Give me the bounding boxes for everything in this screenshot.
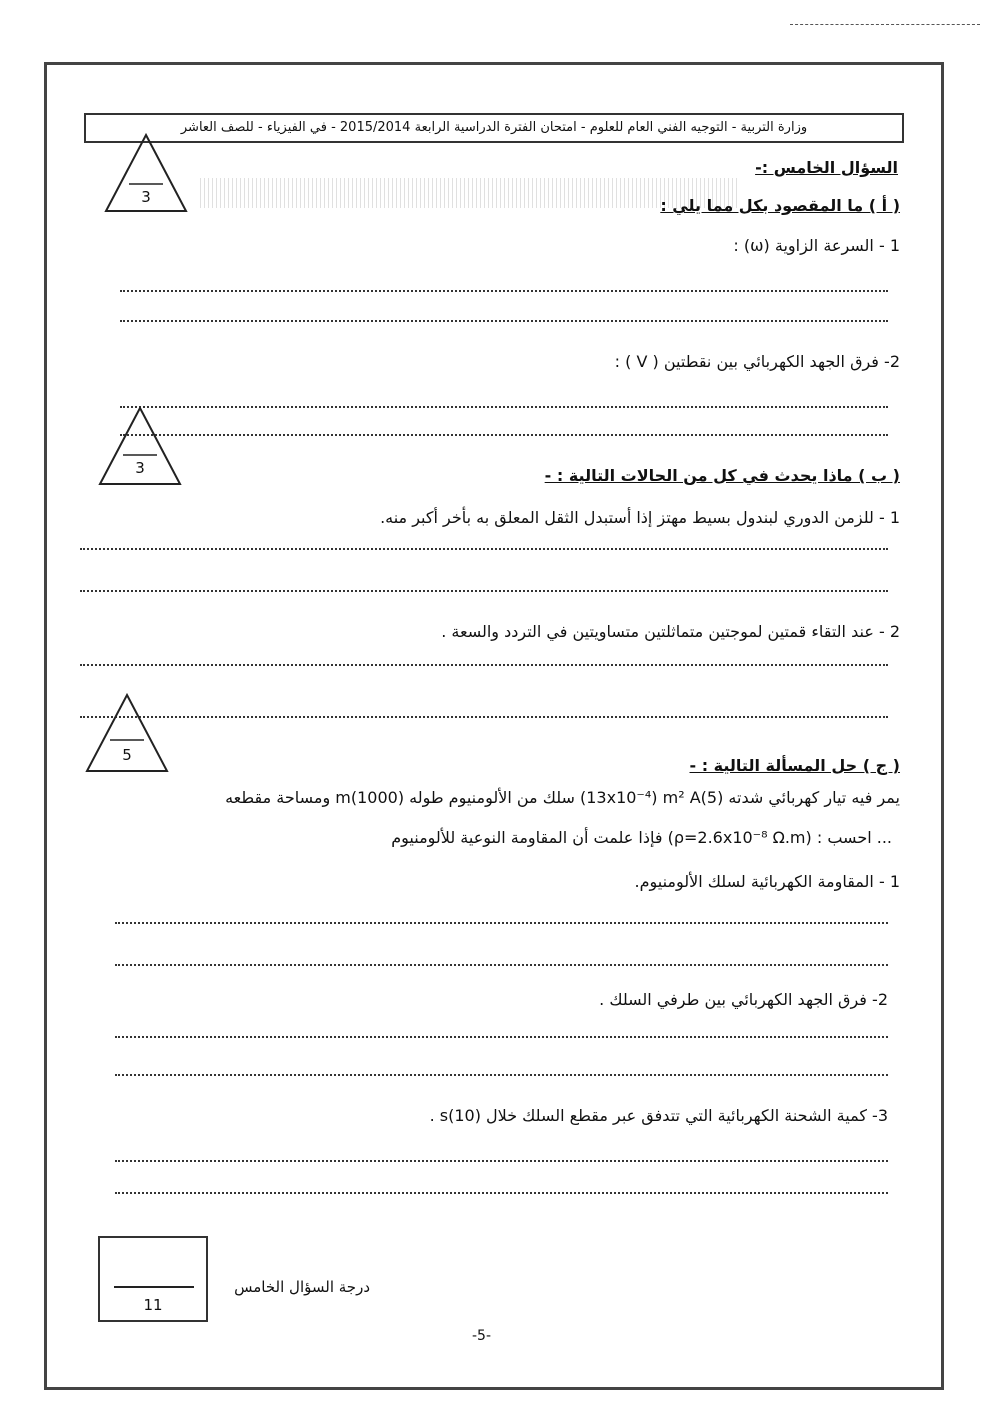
- answer-line: [115, 1036, 888, 1038]
- answer-line: [115, 964, 888, 966]
- problem-line-2-start: فإذا علمت أن المقاومة النوعية للألومنيوم: [391, 828, 663, 847]
- part-a-q2: 2- فرق الجهد الكهربائي بين نقطتين ( V ) :: [614, 352, 900, 371]
- answer-line: [115, 922, 888, 924]
- part-c-title: ( ج ) حل المسألة التالية : -: [689, 756, 900, 775]
- scan-artifact-line: [790, 24, 980, 25]
- marks-triangle-b: [97, 405, 183, 487]
- exam-header-text: وزارة التربية - التوجيه الفني العام للعلوم - امتحان الفترة الدراسية الرابعة 2015/2014 - في الفيزياء - للصف العاشر: [180, 120, 808, 135]
- marks-a: 3: [141, 188, 151, 206]
- part-c-q1: 1 - المقاومة الكهربائية لسلك الألومنيوم.: [634, 872, 900, 891]
- area-value: (13x10⁻⁴) m²: [580, 788, 685, 807]
- answer-line: [115, 1192, 888, 1194]
- answer-line: [120, 290, 888, 292]
- answer-line: [80, 548, 888, 550]
- marks-b: 3: [135, 459, 145, 477]
- problem-line-1-start: سلك من الألومنيوم طوله (1000)m ومساحة مقطعه: [225, 788, 575, 807]
- marks-triangle-a: [103, 132, 189, 214]
- exam-header: [84, 113, 904, 143]
- problem-line-2: [391, 828, 892, 847]
- page-frame: [44, 62, 944, 1390]
- problem-line-1: [225, 788, 900, 807]
- answer-line: [115, 1074, 888, 1076]
- answer-line: [120, 434, 888, 436]
- part-a-q1: 1 - السرعة الزاوية (ω) :: [733, 236, 900, 255]
- answer-line: [120, 406, 888, 408]
- part-a-title: ( أ ) ما المقصود بكل مما يلي :: [660, 196, 900, 215]
- answer-line: [80, 590, 888, 592]
- part-b-title: ( ب ) ماذا يحدث في كل من الحالات التالية : -: [544, 466, 900, 485]
- problem-line-1-end: يمر فيه تيار كهربائي شدته A(5): [689, 788, 900, 807]
- part-c-q2: 2- فرق الجهد الكهربائي بين طرفي السلك .: [599, 990, 888, 1009]
- section-title: السؤال الخامس :-: [755, 158, 898, 177]
- part-c-q3: 3- كمية الشحنة الكهربائية التي تتدفق عبر مقطع السلك خلال (10)s .: [429, 1106, 888, 1125]
- marks-c: 5: [122, 746, 132, 764]
- total-score: 11: [143, 1296, 163, 1314]
- total-score-label: درجة السؤال الخامس: [234, 1278, 370, 1296]
- answer-line: [80, 664, 888, 666]
- answer-line: [115, 1160, 888, 1162]
- answer-line: [120, 320, 888, 322]
- marks-triangle-c: [84, 692, 170, 774]
- resistivity-value: (ρ=2.6x10⁻⁸ Ω.m): [667, 828, 812, 847]
- answer-line: [80, 716, 888, 718]
- total-score-box: [98, 1236, 208, 1322]
- page-number: -5-: [472, 1328, 492, 1344]
- part-b-q2: 2 - عند التقاء قمتين لموجتين متماثلتين متساويتين في التردد والسعة .: [441, 622, 900, 641]
- part-b-q1: 1 - للزمن الدوري لبندول بسيط مهتز إذا أستبدل الثقل المعلق به بأخر أكبر منه.: [380, 508, 900, 527]
- score-line: [114, 1286, 194, 1288]
- problem-line-2-end: ... احسب :: [816, 828, 892, 847]
